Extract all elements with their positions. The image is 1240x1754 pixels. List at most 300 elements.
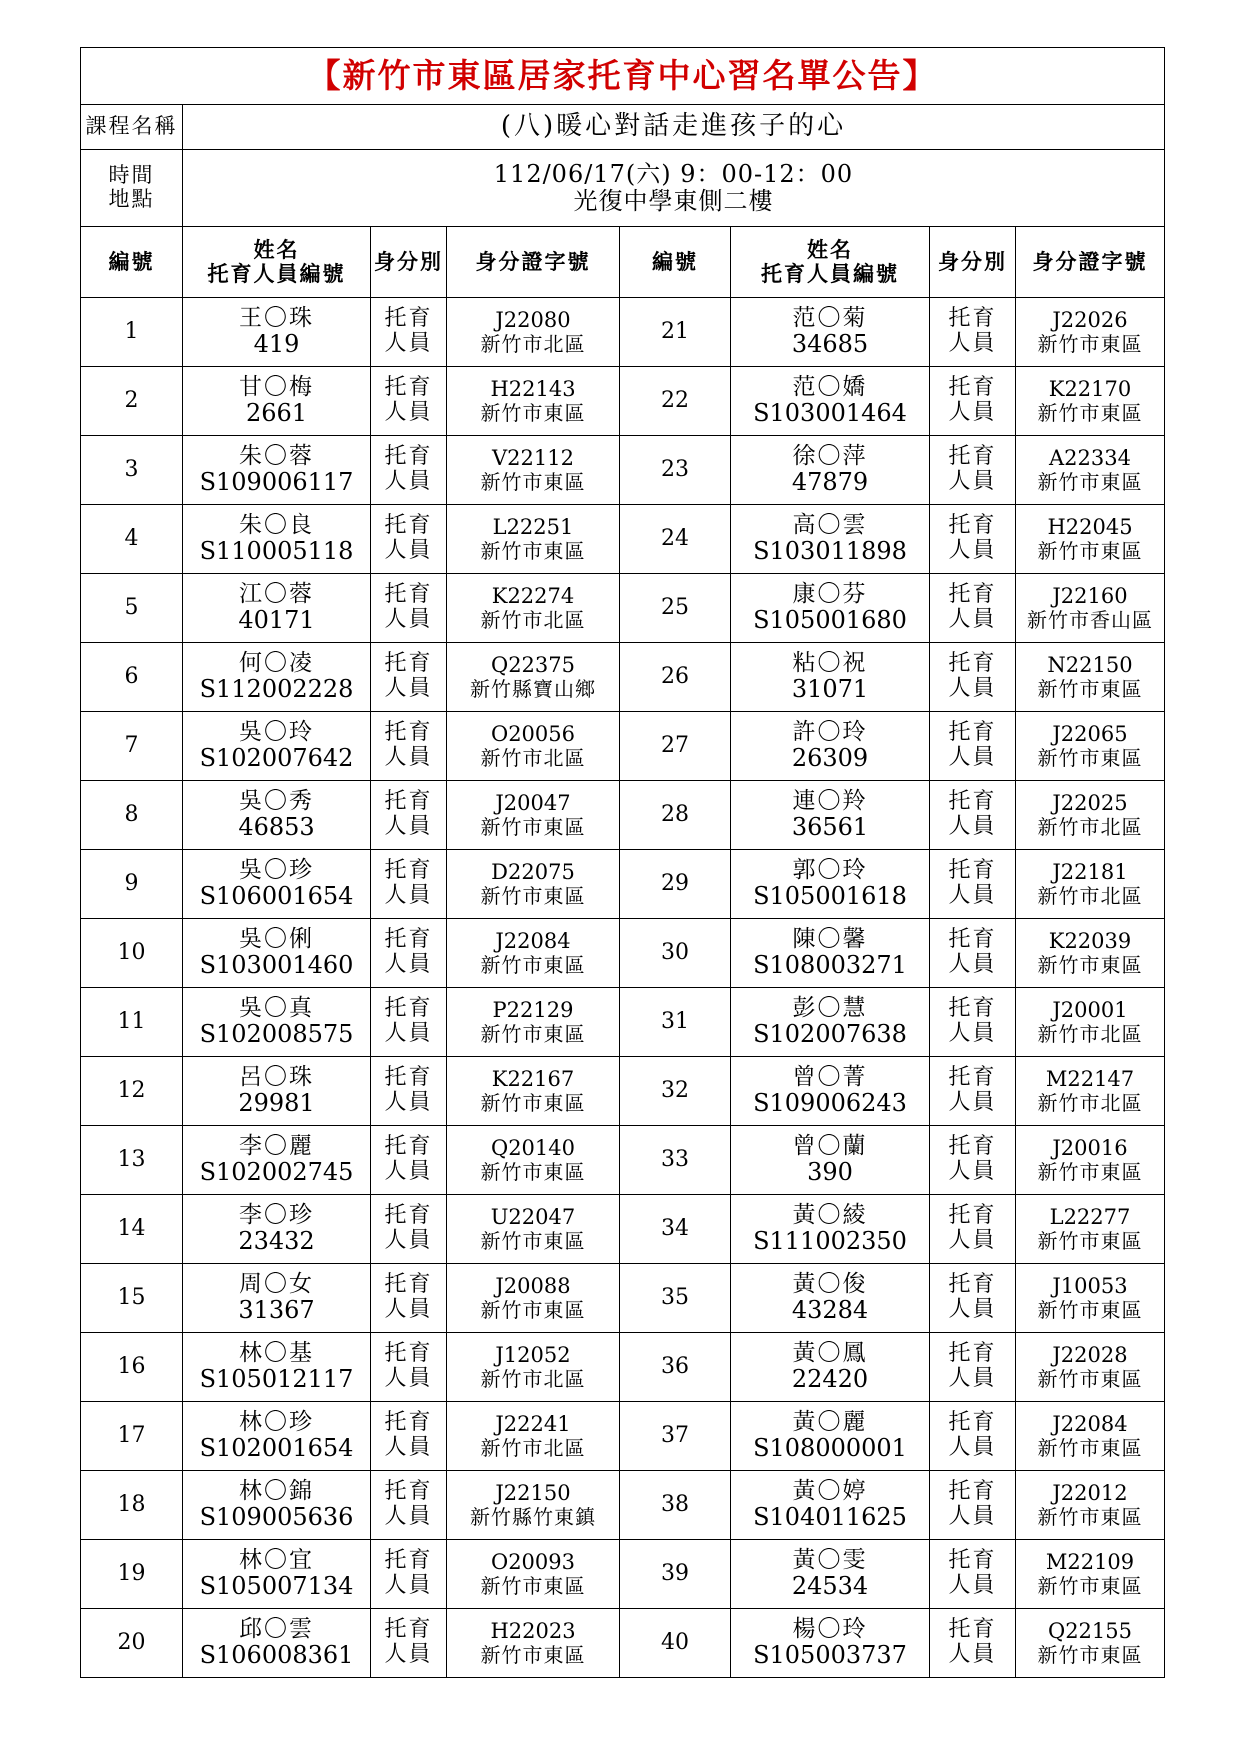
caregiver-name-cell: [731, 919, 930, 988]
table-row: [81, 298, 1165, 367]
caregiver-name: 連〇羚: [792, 787, 868, 814]
caregiver-code: 34685: [791, 330, 869, 359]
residence-area: 新竹市東區: [480, 1159, 586, 1184]
identity-type-line1: 托育: [384, 1134, 433, 1160]
identity-type-line2: 人員: [948, 1090, 997, 1115]
caregiver-name: 范〇嬌: [792, 373, 868, 400]
id-number-cell: [1016, 1057, 1165, 1126]
residence-area: 新竹市東區: [480, 469, 586, 494]
identity-type-line1: 托育: [384, 858, 433, 884]
identity-type-line2: 人員: [384, 1435, 433, 1460]
table-row: [81, 781, 1165, 850]
caregiver-name-cell: [183, 367, 371, 436]
caregiver-name-cell: [183, 781, 371, 850]
residence-area: 新竹市東區: [480, 1642, 586, 1667]
residence-area: 新竹縣寶山鄉: [470, 676, 596, 701]
identity-type-line2: 人員: [384, 952, 433, 977]
identity-type-cell: [371, 850, 447, 919]
residence-area: 新竹市東區: [480, 1297, 586, 1322]
identity-type-line1: 托育: [948, 651, 997, 677]
entry-number: 26: [620, 643, 731, 712]
residence-area: 新竹市東區: [480, 883, 586, 908]
table-row: [81, 1540, 1165, 1609]
entry-number: 36: [620, 1333, 731, 1402]
identity-type-line1: 托育: [384, 996, 433, 1022]
identity-type-cell: [371, 1195, 447, 1264]
caregiver-code: S105007134: [199, 1572, 354, 1601]
id-number: J20016: [1052, 1136, 1128, 1161]
time-value: 112/06/17(六) 9：00-12：00: [493, 160, 854, 189]
caregiver-name-cell: [183, 1609, 371, 1678]
entry-number: 28: [620, 781, 731, 850]
identity-type-line1: 托育: [384, 444, 433, 470]
entry-number: 12: [81, 1057, 183, 1126]
identity-type-cell: [371, 1333, 447, 1402]
entry-number: 20: [81, 1609, 183, 1678]
col-header-role: 身分別: [371, 227, 447, 298]
identity-type-line2: 人員: [948, 745, 997, 770]
caregiver-code: S103011898: [753, 537, 907, 566]
entry-number: 34: [620, 1195, 731, 1264]
id-number-cell: [1016, 1126, 1165, 1195]
id-number: P22129: [492, 998, 574, 1023]
identity-type-cell: [371, 1471, 447, 1540]
id-number-cell: [447, 781, 620, 850]
caregiver-name: 彭〇慧: [792, 994, 868, 1021]
identity-type-cell: [930, 1264, 1016, 1333]
id-number-cell: [1016, 850, 1165, 919]
residence-area: 新竹市東區: [1037, 676, 1143, 701]
identity-type-line2: 人員: [948, 400, 997, 425]
id-number-cell: [447, 643, 620, 712]
id-number-cell: [1016, 1540, 1165, 1609]
caregiver-name: 江〇蓉: [239, 580, 314, 607]
identity-type-cell: [371, 919, 447, 988]
entry-number: 31: [620, 988, 731, 1057]
caregiver-name-cell: [731, 1471, 930, 1540]
id-number-cell: [447, 1195, 620, 1264]
identity-type-line2: 人員: [384, 883, 433, 908]
identity-type-line1: 托育: [384, 1617, 433, 1643]
caregiver-name-cell: [183, 988, 371, 1057]
caregiver-name: 吳〇玲: [239, 718, 314, 745]
identity-type-line1: 托育: [948, 444, 997, 470]
identity-type-line1: 托育: [384, 651, 433, 677]
entry-number: 23: [620, 436, 731, 505]
entry-number: 24: [620, 505, 731, 574]
identity-type-cell: [930, 574, 1016, 643]
id-number: Q20140: [490, 1136, 576, 1161]
caregiver-code: 390: [807, 1158, 853, 1187]
identity-type-line1: 托育: [948, 858, 997, 884]
caregiver-code: S108003271: [753, 951, 907, 980]
caregiver-code: 29981: [238, 1089, 315, 1118]
caregiver-code: S102007638: [753, 1020, 907, 1049]
place-label: 地點: [108, 187, 155, 211]
caregiver-name: 陳〇馨: [792, 925, 868, 952]
table-row: [81, 712, 1165, 781]
entry-number: 19: [81, 1540, 183, 1609]
residence-area: 新竹市東區: [1037, 1297, 1143, 1322]
residence-area: 新竹市東區: [480, 952, 586, 977]
identity-type-line2: 人員: [384, 1573, 433, 1598]
residence-area: 新竹市北區: [480, 607, 586, 632]
table-row: [81, 919, 1165, 988]
entry-number: 8: [81, 781, 183, 850]
entry-number: 25: [620, 574, 731, 643]
caregiver-code: S105003737: [753, 1641, 907, 1670]
residence-area: 新竹市東區: [1037, 331, 1143, 356]
caregiver-code: 22420: [791, 1365, 869, 1394]
caregiver-name: 黃〇鳳: [792, 1339, 868, 1366]
caregiver-name-cell: [731, 1264, 930, 1333]
id-number: K22039: [1048, 929, 1132, 954]
identity-type-cell: [371, 643, 447, 712]
caregiver-code: S111002350: [753, 1227, 907, 1256]
residence-area: 新竹市東區: [480, 814, 586, 839]
caregiver-name-cell: [731, 1609, 930, 1678]
page-title: 【新竹市東區居家托育中心習名單公告】: [81, 48, 1165, 105]
residence-area: 新竹市東區: [1037, 1573, 1143, 1598]
caregiver-code: 43284: [791, 1296, 869, 1325]
identity-type-line1: 托育: [948, 1479, 997, 1505]
residence-area: 新竹市東區: [480, 400, 586, 425]
table-row: [81, 1609, 1165, 1678]
caregiver-name-cell: [731, 1057, 930, 1126]
id-number-cell: [447, 436, 620, 505]
table-row: [81, 1126, 1165, 1195]
id-number-cell: [1016, 298, 1165, 367]
identity-type-line2: 人員: [384, 1297, 433, 1322]
identity-type-line1: 托育: [384, 1272, 433, 1298]
entry-number: 9: [81, 850, 183, 919]
caregiver-name: 吳〇真: [239, 994, 314, 1021]
id-number-cell: [1016, 574, 1165, 643]
col-header-name-line1: 姓名: [253, 237, 300, 263]
identity-type-line2: 人員: [948, 1573, 997, 1598]
residence-area: 新竹市東區: [1037, 1228, 1143, 1253]
identity-type-cell: [371, 436, 447, 505]
residence-area: 新竹市東區: [1037, 1504, 1143, 1529]
entry-number: 21: [620, 298, 731, 367]
caregiver-code: 24534: [791, 1572, 869, 1601]
identity-type-cell: [371, 1609, 447, 1678]
residence-area: 新竹市東區: [480, 1021, 586, 1046]
id-number: Q22375: [490, 653, 576, 678]
id-number-cell: [1016, 1609, 1165, 1678]
id-number-cell: [1016, 643, 1165, 712]
caregiver-name: 吳〇秀: [239, 787, 314, 814]
caregiver-name-cell: [731, 1540, 930, 1609]
table-row: [81, 1195, 1165, 1264]
id-number: J10053: [1052, 1274, 1128, 1299]
caregiver-name-cell: [731, 505, 930, 574]
caregiver-name: 李〇麗: [239, 1132, 314, 1159]
caregiver-name-cell: [731, 643, 930, 712]
residence-area: 新竹市東區: [1037, 952, 1143, 977]
identity-type-cell: [371, 781, 447, 850]
residence-area: 新竹市北區: [480, 745, 586, 770]
identity-type-line2: 人員: [384, 1366, 433, 1391]
caregiver-code: 419: [253, 330, 300, 359]
caregiver-code: 31367: [238, 1296, 315, 1325]
caregiver-name: 粘〇祝: [792, 649, 868, 676]
roster-table: [80, 47, 1165, 1678]
identity-type-cell: [371, 574, 447, 643]
caregiver-code: S105001680: [753, 606, 907, 635]
time-place-value: [183, 150, 1165, 227]
identity-type-line2: 人員: [384, 1090, 433, 1115]
identity-type-line2: 人員: [948, 607, 997, 632]
caregiver-name: 黃〇俊: [792, 1270, 868, 1297]
residence-area: 新竹市東區: [480, 1090, 586, 1115]
caregiver-code: S106001654: [199, 882, 354, 911]
caregiver-code: 40171: [238, 606, 315, 635]
caregiver-name-cell: [183, 298, 371, 367]
col-header-no: 編號: [620, 227, 731, 298]
entry-number: 6: [81, 643, 183, 712]
caregiver-name: 高〇雲: [792, 511, 868, 538]
id-number: K22167: [491, 1067, 575, 1092]
entry-number: 22: [620, 367, 731, 436]
id-number: H22023: [490, 1619, 576, 1644]
id-number: H22045: [1047, 515, 1133, 540]
identity-type-line1: 托育: [948, 375, 997, 401]
id-number: J22084: [1052, 1412, 1128, 1437]
identity-type-line2: 人員: [948, 1297, 997, 1322]
identity-type-line2: 人員: [948, 883, 997, 908]
identity-type-line2: 人員: [948, 331, 997, 356]
table-row: [81, 1402, 1165, 1471]
caregiver-name-cell: [183, 436, 371, 505]
caregiver-name: 王〇珠: [239, 304, 314, 331]
caregiver-name-cell: [731, 1402, 930, 1471]
time-label: 時間: [108, 163, 155, 188]
table-row: [81, 436, 1165, 505]
caregiver-code: 23432: [238, 1227, 315, 1256]
id-number: J22160: [1052, 584, 1128, 609]
id-number-cell: [447, 1402, 620, 1471]
caregiver-name: 許〇玲: [792, 718, 868, 745]
residence-area: 新竹市東區: [1037, 1642, 1143, 1667]
caregiver-name: 何〇凌: [239, 649, 314, 676]
caregiver-name-cell: [731, 1126, 930, 1195]
entry-number: 7: [81, 712, 183, 781]
caregiver-name-cell: [731, 298, 930, 367]
caregiver-name: 朱〇良: [239, 511, 314, 538]
identity-type-line2: 人員: [384, 745, 433, 770]
id-number: D22075: [491, 860, 575, 885]
residence-area: 新竹市北區: [1037, 814, 1143, 839]
caregiver-name-cell: [731, 850, 930, 919]
caregiver-name: 林〇基: [239, 1339, 314, 1366]
identity-type-line2: 人員: [948, 952, 997, 977]
caregiver-name: 呂〇珠: [239, 1063, 314, 1090]
col-header-name-line2: 托育人員編號: [207, 261, 346, 286]
identity-type-cell: [930, 298, 1016, 367]
table-row: [81, 574, 1165, 643]
column-header-row: [81, 227, 1165, 298]
id-number: J22181: [1052, 860, 1128, 885]
caregiver-name-cell: [183, 1264, 371, 1333]
identity-type-cell: [930, 712, 1016, 781]
identity-type-line1: 托育: [384, 789, 433, 815]
entry-number: 11: [81, 988, 183, 1057]
caregiver-code: S102007642: [199, 744, 354, 773]
caregiver-code: S108000001: [753, 1434, 907, 1463]
identity-type-cell: [930, 1471, 1016, 1540]
identity-type-cell: [930, 505, 1016, 574]
id-number: J22025: [1052, 791, 1128, 816]
identity-type-line1: 托育: [948, 720, 997, 746]
caregiver-name: 曾〇蘭: [792, 1132, 868, 1159]
caregiver-name-cell: [183, 1402, 371, 1471]
residence-area: 新竹市北區: [1037, 1021, 1143, 1046]
caregiver-code: 2661: [245, 399, 308, 428]
identity-type-line2: 人員: [384, 400, 433, 425]
residence-area: 新竹市北區: [1037, 1090, 1143, 1115]
caregiver-code: 36561: [791, 813, 869, 842]
identity-type-line1: 托育: [948, 513, 997, 539]
identity-type-cell: [930, 1195, 1016, 1264]
identity-type-line2: 人員: [948, 676, 997, 701]
identity-type-cell: [930, 1057, 1016, 1126]
caregiver-code: S102002745: [199, 1158, 354, 1187]
identity-type-line1: 托育: [948, 1272, 997, 1298]
caregiver-name-cell: [183, 919, 371, 988]
table-row: [81, 505, 1165, 574]
identity-type-line1: 托育: [384, 1341, 433, 1367]
id-number-cell: [447, 1333, 620, 1402]
identity-type-cell: [371, 988, 447, 1057]
id-number-cell: [1016, 1402, 1165, 1471]
id-number: K22274: [491, 584, 575, 609]
id-number-cell: [447, 1540, 620, 1609]
identity-type-line2: 人員: [384, 814, 433, 839]
caregiver-name: 黃〇綾: [792, 1201, 868, 1228]
identity-type-line1: 托育: [384, 1479, 433, 1505]
identity-type-line1: 托育: [948, 996, 997, 1022]
caregiver-name-cell: [731, 781, 930, 850]
identity-type-cell: [371, 1402, 447, 1471]
identity-type-line2: 人員: [948, 1159, 997, 1184]
entry-number: 29: [620, 850, 731, 919]
residence-area: 新竹市北區: [480, 1435, 586, 1460]
id-number-cell: [447, 298, 620, 367]
identity-type-line2: 人員: [948, 814, 997, 839]
caregiver-name-cell: [731, 1333, 930, 1402]
id-number: J20001: [1052, 998, 1128, 1023]
id-number-cell: [447, 505, 620, 574]
caregiver-name: 林〇珍: [239, 1408, 314, 1435]
identity-type-line2: 人員: [948, 1642, 997, 1667]
caregiver-code: 26309: [791, 744, 869, 773]
identity-type-line2: 人員: [948, 1366, 997, 1391]
entry-number: 30: [620, 919, 731, 988]
caregiver-name: 康〇芬: [792, 580, 868, 607]
id-number-cell: [1016, 712, 1165, 781]
caregiver-code: S109006117: [199, 468, 354, 497]
identity-type-line2: 人員: [384, 331, 433, 356]
identity-type-line1: 托育: [384, 306, 433, 332]
caregiver-code: S106008361: [199, 1641, 354, 1670]
identity-type-line1: 托育: [948, 582, 997, 608]
caregiver-name-cell: [183, 1126, 371, 1195]
id-number: Q22155: [1047, 1619, 1133, 1644]
identity-type-line1: 托育: [948, 789, 997, 815]
id-number: L22251: [492, 515, 574, 540]
caregiver-name-cell: [731, 1195, 930, 1264]
caregiver-name-cell: [183, 505, 371, 574]
id-number-cell: [447, 1057, 620, 1126]
residence-area: 新竹市東區: [1037, 538, 1143, 563]
caregiver-code: 47879: [791, 468, 869, 497]
id-number-cell: [447, 850, 620, 919]
caregiver-name-cell: [183, 1471, 371, 1540]
identity-type-line2: 人員: [948, 1435, 997, 1460]
id-number-cell: [447, 919, 620, 988]
identity-type-line2: 人員: [384, 676, 433, 701]
identity-type-line1: 托育: [384, 1065, 433, 1091]
id-number-cell: [1016, 436, 1165, 505]
caregiver-code: S105001618: [753, 882, 907, 911]
id-number-cell: [447, 574, 620, 643]
residence-area: 新竹市東區: [1037, 745, 1143, 770]
caregiver-code: S109005636: [199, 1503, 354, 1532]
identity-type-cell: [930, 1540, 1016, 1609]
id-number-cell: [1016, 1264, 1165, 1333]
table-row: [81, 643, 1165, 712]
caregiver-name: 范〇菊: [792, 304, 868, 331]
caregiver-name: 楊〇玲: [792, 1615, 868, 1642]
id-number: O20056: [490, 722, 576, 747]
identity-type-cell: [371, 1057, 447, 1126]
identity-type-cell: [930, 1333, 1016, 1402]
identity-type-cell: [371, 1540, 447, 1609]
identity-type-line2: 人員: [384, 1228, 433, 1253]
id-number: J12052: [495, 1343, 571, 1368]
caregiver-name: 曾〇菁: [792, 1063, 868, 1090]
caregiver-code: S104011625: [753, 1503, 907, 1532]
id-number: J22084: [495, 929, 571, 954]
identity-type-cell: [930, 643, 1016, 712]
col-header-name-line2: 托育人員編號: [761, 261, 899, 286]
identity-type-line1: 托育: [384, 1548, 433, 1574]
id-number: V22112: [492, 446, 574, 471]
id-number-cell: [1016, 505, 1165, 574]
entry-number: 33: [620, 1126, 731, 1195]
id-number-cell: [1016, 988, 1165, 1057]
identity-type-line1: 托育: [948, 1134, 997, 1160]
identity-type-line1: 托育: [384, 375, 433, 401]
identity-type-cell: [371, 367, 447, 436]
identity-type-line1: 托育: [948, 1341, 997, 1367]
identity-type-line2: 人員: [384, 1642, 433, 1667]
id-number-cell: [447, 988, 620, 1057]
caregiver-code: S109006243: [753, 1089, 907, 1118]
id-number: J22065: [1052, 722, 1128, 747]
identity-type-line1: 托育: [948, 927, 997, 953]
id-number: J22028: [1052, 1343, 1128, 1368]
id-number-cell: [1016, 367, 1165, 436]
id-number: J22150: [495, 1481, 571, 1506]
identity-type-line1: 托育: [384, 927, 433, 953]
caregiver-name: 林〇宜: [239, 1546, 314, 1573]
identity-type-line1: 托育: [948, 1548, 997, 1574]
caregiver-name: 李〇珍: [239, 1201, 314, 1228]
identity-type-cell: [371, 1264, 447, 1333]
time-place-label: [81, 150, 183, 227]
